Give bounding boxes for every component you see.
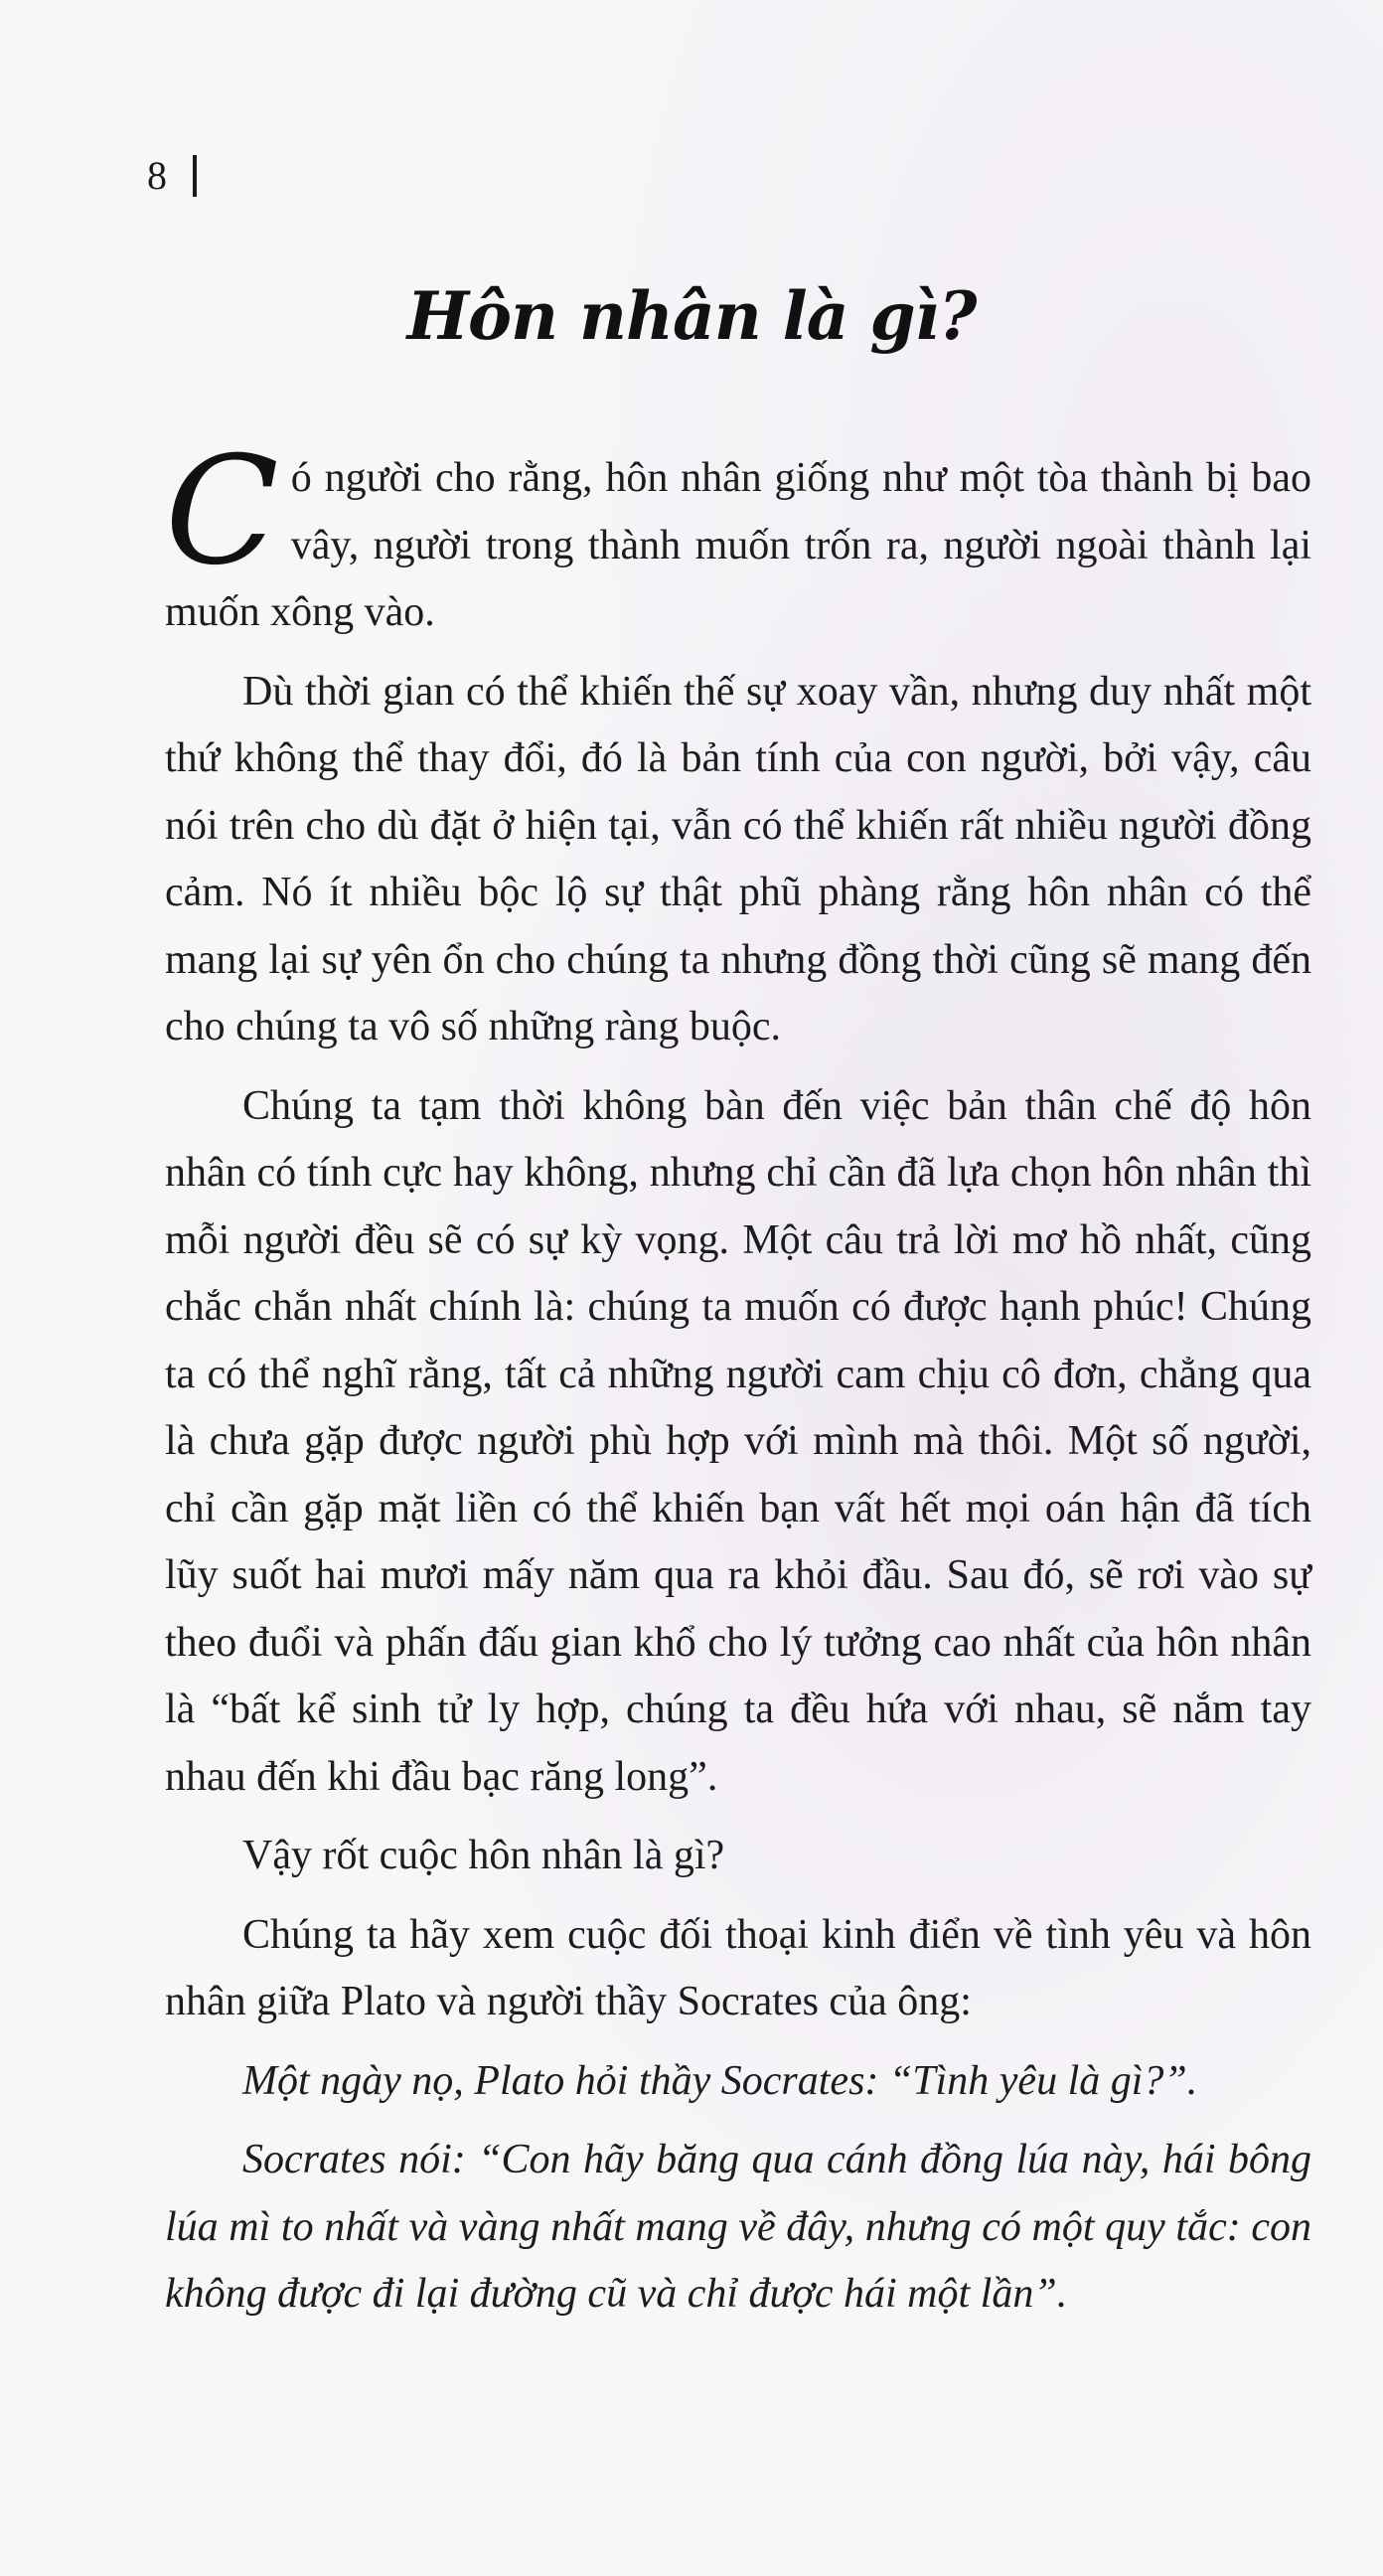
paragraph-6-quote: Một ngày nọ, Plato hỏi thầy Socrates: “Tình yêu là gì?”. (242, 2057, 1198, 2104)
page-number (147, 151, 197, 201)
paragraph-1-text: ó người cho rằng, hôn nhân giống như một tòa thành bị bao vây, người trong thành muốn trốn ra, người ngoài thành lại muốn xông vào. (165, 455, 1311, 635)
paragraph-1 (165, 425, 1311, 647)
drop-cap: C (165, 425, 279, 598)
paragraph-3: Chúng ta tạm thời không bàn đến việc bản thân chế độ hôn nhân có tính cực hay không, nhưng chỉ cần đã lựa chọn hôn nhân thì mỗi người đều sẽ có sự kỳ vọng. Một câu trả lời mơ hồ nhất, cũng chắc chắn nhất chính là: chúng ta muốn có được hạnh phúc! Chúng ta có thể nghĩ rằng, tất cả những người cam chịu cô đơn, chẳng qua là chưa gặp được người phù hợp với mình mà thôi. Một số người, chỉ cần gặp mặt liền có thể khiến bạn vất hết mọi oán hận đã tích lũy suốt hai mươi mấy năm qua ra khỏi đầu. Sau đó, sẽ rơi vào sự theo đuổi và phấn đấu gian khổ cho lý tưởng cao nhất của hôn nhân là “bất kể sinh tử ly hợp, chúng ta đều hứa với nhau, sẽ nắm tay nhau đến khi đầu bạc răng long”. (165, 1082, 1311, 1800)
body-text (165, 425, 1311, 2329)
page-number-text: 8 (147, 153, 167, 198)
page-number-divider (193, 155, 197, 197)
paragraph-4: Vậy rốt cuộc hôn nhân là gì? (242, 1833, 725, 1878)
chapter-title: Hôn nhân là gì? (406, 277, 977, 355)
paragraph-2: Dù thời gian có thể khiến thế sự xoay vần, nhưng duy nhất một thứ không thể thay đổi, đó là bản tính của con người, bởi vậy, câu nói trên cho dù đặt ở hiện tại, vẫn có thể khiến rất nhiều người đồng cảm. Nó ít nhiều bộc lộ sự thật phũ phàng rằng hôn nhân có thể mang lại sự yên ổn cho chúng ta nhưng đồng thời cũng sẽ mang đến cho chúng ta vô số những ràng buộc. (165, 668, 1311, 1049)
paragraph-7-quote: Socrates nói: “Con hãy băng qua cánh đồng lúa này, hái bông lúa mì to nhất và vàng nhất mang về đây, nhưng có một quy tắc: con không được đi lại đường cũ và chỉ được hái một lần”. (165, 2137, 1311, 2317)
paragraph-5: Chúng ta hãy xem cuộc đối thoại kinh điển về tình yêu và hôn nhân giữa Plato và người thầy Socrates của ông: (165, 1911, 1311, 2024)
